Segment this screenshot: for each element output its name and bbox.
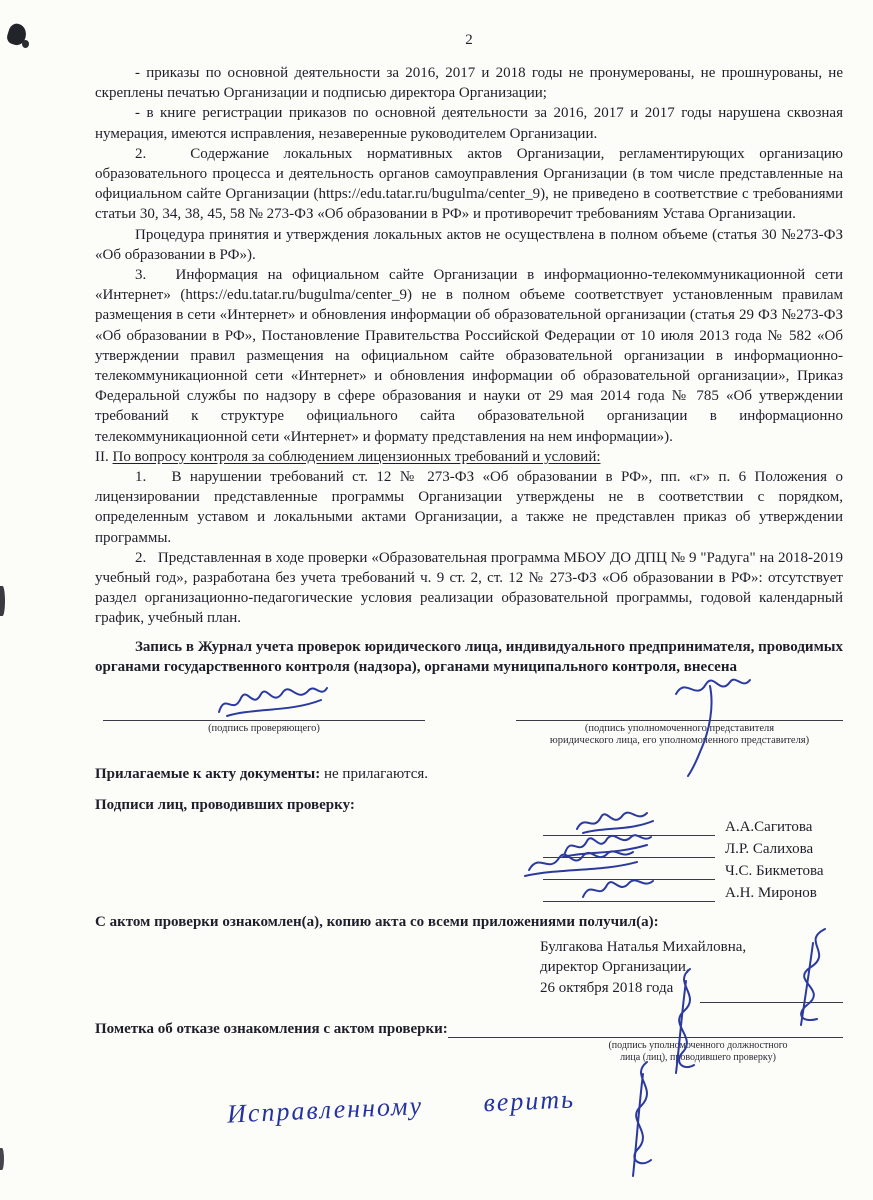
signature-caption-line: (подпись уполномоченного должностного	[608, 1040, 788, 1052]
representative-signature-area	[516, 700, 843, 748]
journal-signature-block	[95, 700, 843, 748]
journal-record-note: Запись в Журнал учета проверок юридического лица, индивидуального предпринимателя, проводимых органами государственного контроля (надзора), органами муниципального контроля, внесена	[95, 638, 843, 676]
attachments-value: не прилагаются.	[320, 765, 428, 782]
paragraph: - в книге регистрации приказов по основной деятельности за 2016, 2017 и 2017 годы нарушена сквозная нумерация, имеются исправления, незаверенные руководителем Организации.	[95, 105, 843, 142]
bottom-signature	[595, 1054, 675, 1184]
paragraph: 2. Содержание локальных нормативных актов Организации, регламентирующих организацию образовательного процесса и деятельность органов самоуправления Организации (в том числе представленные на официальном сайте Организации (https://edu.tatar.ru/bugulma/center_9), не приведено в соответствие с требованиями статьи 30, 34, 38, 45, 58 № 273-ФЗ «Об образовании в РФ» и противоречит требованиям Устава Организации.	[95, 145, 843, 223]
refusal-label: Пометка об отказе ознакомления с актом проверки:	[95, 1021, 448, 1038]
person-date: 26 октября 2018 года	[540, 979, 674, 996]
representative-signature	[666, 670, 756, 782]
inspector-signature	[577, 875, 661, 905]
person-name: Булгакова Наталья Михайловна,	[540, 938, 747, 955]
signature-caption-line: лица (лиц), проводившего проверку)	[620, 1052, 776, 1064]
paragraph: 1. В нарушении требований ст. 12 № 273-ФЗ «Об образовании в РФ», пп. «г» п. 6 Положения о лицензировании представленные программы Организации утверждены не в соответствии с порядком, определенным уставом и локальными актами Организации, а также не представлен приказ об утверждении программы.	[95, 469, 843, 546]
verifier-signature	[213, 682, 335, 726]
signature-line	[543, 881, 715, 902]
document-content	[95, 32, 843, 1148]
section2-heading-text: По вопросу контроля за соблюдением лицензионных требований и условий:	[112, 448, 601, 465]
handwritten-note: Исправленному верить	[226, 1084, 576, 1129]
signature-line	[516, 700, 843, 721]
inspector-name: Л.Р. Салихова	[725, 840, 814, 857]
scan-artifact	[0, 1148, 4, 1170]
page-number: 2	[465, 32, 473, 48]
paragraph: - приказы по основной деятельности за 2016, 2017 и 2018 годы не пронумерованы, не прошнурованы, не скреплены печатью Организации и подписью директора Организации;	[95, 65, 843, 102]
handwritten-zone	[95, 1078, 843, 1148]
inspectors-heading: Подписи лиц, проводивших проверку:	[95, 796, 355, 813]
scan-artifact	[0, 586, 5, 616]
inspector-name: А.А.Сагитова	[725, 818, 813, 835]
verifier-signature-area	[103, 700, 425, 748]
acknowledgment-heading: С актом проверки ознакомлен(а), копию акта со всеми приложениями получил(а):	[95, 913, 659, 930]
inspector-name: Ч.С. Бикметова	[725, 862, 824, 879]
section2-heading-number: II.	[95, 448, 113, 465]
inspector-signatures	[543, 814, 843, 902]
paragraph: 3. Информация на официальном сайте Организации в информационно-телекоммуникационной сети «Интернет» (https://edu.tatar.ru/bugulma/center_9) не в полном объеме соответствует установленным правилам размещения в сети «Интернет» и обновления информации об образовательной организации (статья 29 ФЗ №273-ФЗ «Об образовании в РФ», Постановление Правительства Российской Федерации от 10 июля 2013 года № 582 «Об утверждении правил размещения на официальном сайте образовательной организации в информационно-телекоммуникационной сети «Интернет» и обновления информации об образовательной организации», Приказ Федеральной службы по надзору в сфере образования и науки от 29 мая 2014 года № 785 «Об утверждении требований к структуре официального сайта образовательной организации в информационно телекоммуникационной сети «Интернет» и формату представления на нем информации»).	[95, 267, 843, 445]
inspector-name: А.Н. Миронов	[725, 884, 817, 901]
paragraph: Процедура принятия и утверждения локальных актов не осуществлена в полном объеме (статья 30 №273-ФЗ «Об образовании в РФ»).	[95, 226, 843, 263]
acknowledgment-signature	[763, 923, 853, 1033]
signature-caption-line: (подпись уполномоченного представителя	[584, 722, 775, 734]
signature-line	[103, 700, 425, 721]
refusal-row	[95, 1019, 843, 1038]
signature-caption-line: юридического лица, его уполномоченного представителя)	[549, 735, 810, 747]
refusal-note	[95, 1019, 843, 1064]
section2-heading	[95, 447, 843, 467]
paragraph: 2. Представленная в ходе проверки «Образовательная программа МБОУ ДО ДПЦ № 9 "Радуга" на 2018-2019 учебный год», разработана без учета требований ч. 9 ст. 2, ст. 12 № 273-ФЗ «Об образовании в РФ»: отсутствует раздел организационно-педагогические условия реализации образовательной программы, годовой календарный график, учебный план.	[95, 549, 843, 627]
signature-caption: (подпись проверяющего)	[208, 722, 320, 734]
person-title: директор Организации,	[540, 959, 690, 976]
scan-artifact	[22, 40, 29, 48]
inspector-row	[543, 880, 843, 902]
attachments-label: Прилагаемые к акту документы:	[95, 765, 321, 782]
